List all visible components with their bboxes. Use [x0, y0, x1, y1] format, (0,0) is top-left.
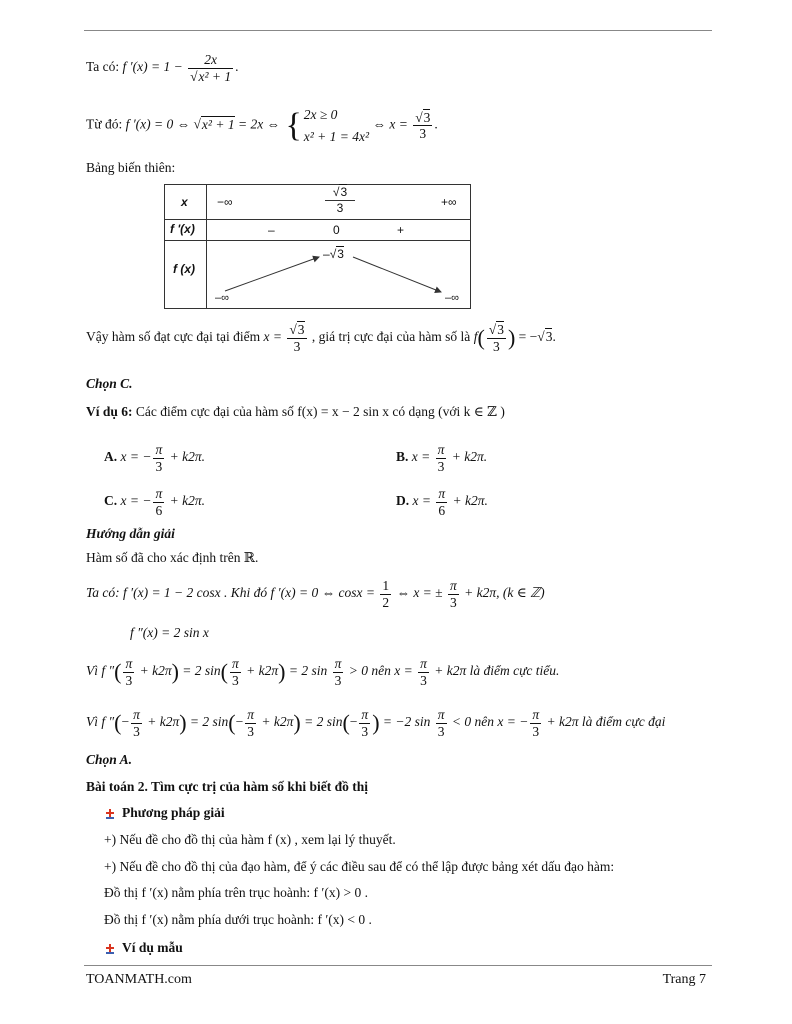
math: > 0 nên x = — [345, 663, 417, 679]
domain-line: Hàm số đã cho xác định trên ℝ. — [86, 550, 259, 565]
min-check-line: Vì f ″( $\frac{\pi}{3}$ + k2π) = 2 sin( $\frac{\pi}{3}$ + k2π) = 2 sin $\frac{\pi}{3}$ > 0 nên x = $\frac{\pi}{3}$ + k2π là điểm cực tiểu. — [86, 656, 560, 688]
math: = 2 sin — [285, 663, 331, 679]
math: + k2π — [242, 663, 279, 679]
example-6 — [86, 404, 505, 420]
system — [304, 104, 369, 147]
numerator: π — [438, 486, 446, 501]
math: Vì f ″ — [86, 663, 115, 679]
fraction — [448, 578, 459, 610]
radicand: 3 — [497, 322, 504, 337]
fraction — [153, 442, 164, 474]
numerator: π — [155, 442, 163, 457]
fraction — [153, 486, 164, 518]
method-point-3: Đồ thị f ′(x) nằm phía trên trục hoành: f ′(x) > 0 . — [104, 885, 368, 900]
denominator: 3 — [492, 338, 500, 354]
numerator: π — [247, 707, 255, 722]
table-minus: – — [268, 223, 275, 237]
math: + k2π là điểm cực tiểu. — [430, 663, 560, 679]
fraction — [436, 707, 447, 739]
text: , giá trị cực đại của hàm số là — [308, 329, 474, 345]
math: f ′(x) = 0 ⇔ — [125, 116, 194, 132]
fraction — [245, 707, 256, 739]
fraction — [333, 656, 344, 688]
fraction — [530, 707, 541, 739]
example-heading — [104, 940, 183, 956]
math: x = − — [117, 449, 152, 465]
numerator: π — [155, 486, 163, 501]
table-arrows — [165, 185, 470, 308]
math: − — [235, 714, 244, 730]
numerator: √3 — [488, 322, 504, 337]
table-max-value: –√3 — [323, 247, 344, 261]
radicand: 3 — [545, 329, 553, 345]
math: x = — [408, 449, 434, 465]
denominator: 3 — [155, 458, 163, 474]
math: f ′(x) = 1 − — [122, 59, 183, 75]
second-derivative-line: f ″(x) = 2 sin x — [130, 625, 209, 640]
math: = − — [515, 329, 538, 345]
math: = −2 sin — [379, 714, 434, 730]
solution-heading: Hướng dẫn giải — [86, 526, 175, 541]
period: . — [552, 329, 556, 345]
fraction — [436, 486, 447, 518]
denominator: 3 — [437, 458, 445, 474]
footer-rule — [84, 965, 712, 966]
denominator: 3 — [133, 723, 140, 739]
denominator: 3 — [419, 126, 427, 142]
math: ⇔ x = — [369, 116, 412, 132]
method-point-1: +) Nếu đề cho đồ thị của hàm f (x) , xem lại lý thuyết. — [104, 832, 396, 847]
denominator: 3 — [420, 672, 427, 688]
fraction — [188, 52, 233, 84]
math: x = − — [117, 493, 152, 509]
system-row: x² + 1 = 4x² — [303, 128, 370, 144]
table-critical-point: √3 3 — [325, 185, 355, 216]
math: x = — [263, 329, 286, 345]
table-x-label: x — [181, 195, 188, 209]
numerator: π — [532, 707, 540, 722]
text: Từ đó: — [86, 116, 126, 132]
pin-bullet-icon — [104, 808, 116, 820]
math: = 2x ⇔ — [234, 116, 284, 132]
example-label: Ví dụ 6: — [86, 404, 133, 419]
math: − — [349, 714, 358, 730]
example-text: Các điểm cực đại của hàm số f(x) = x − 2 sin x có dạng (với k ∈ ℤ ) — [132, 404, 505, 419]
period: . — [235, 59, 239, 75]
text: Ta có: — [86, 59, 123, 75]
radicand: 3 — [340, 185, 348, 199]
table-fprime-label: f '(x) — [170, 222, 195, 236]
footer-page-number: Trang 7 — [662, 972, 706, 987]
table-neg-inf: −∞ — [217, 195, 233, 209]
option-c — [104, 486, 205, 518]
option-label: C. — [104, 493, 118, 509]
first-derivative-line — [86, 578, 545, 610]
math: + k2π. — [166, 493, 205, 509]
math: + k2π — [136, 663, 172, 679]
numerator: π — [334, 656, 342, 671]
example-label: Ví dụ mẫu — [122, 940, 183, 955]
arrow-up — [225, 257, 319, 291]
bbt-label: Bảng biến thiên: — [86, 160, 176, 175]
radicand: 3 — [297, 322, 305, 337]
denominator: 3 — [247, 723, 254, 739]
method-point-2: +) Nếu đề cho đồ thị của đạo hàm, để ý các điều sau để có thể lập được bảng xét dấu đạo hàm: — [104, 859, 615, 874]
method-heading — [104, 805, 225, 821]
numerator: √3 — [415, 109, 431, 125]
period: . — [434, 116, 438, 132]
radicand: x² + 1 — [201, 116, 235, 132]
table-right-bottom: –∞ — [445, 292, 459, 304]
math: + k2π — [258, 714, 294, 730]
numerator: √3 — [289, 322, 305, 337]
left-brace: { — [285, 106, 302, 144]
numerator: 2x — [188, 52, 233, 69]
math: + k2π là điểm cực đại — [543, 714, 666, 730]
numerator: π — [437, 707, 445, 722]
math: Vì f ″ — [86, 714, 115, 730]
table-zero: 0 — [333, 223, 340, 237]
denominator: 3 — [293, 338, 301, 354]
radicand: 3 — [423, 109, 431, 125]
denominator: 3 — [232, 672, 239, 688]
numerator: π — [449, 578, 457, 593]
math: + k2π. — [449, 493, 488, 509]
max-check-line: Vì f ″(− $\frac{\pi}{3}$ + k2π) = 2 sin(− $\frac{\pi}{3}$ + k2π) = 2 sin(− $\frac{\pi}{3}$ ) = −2 sin $\frac{\pi}{3}$ < 0 nên x = − $\frac{\pi}{3}$ + k2π là điểm cực đại — [86, 707, 666, 739]
table-left-bottom: –∞ — [215, 292, 229, 304]
denominator: 3 — [125, 672, 133, 688]
problem-2-heading: Bài toán 2. Tìm cực trị của hàm số khi biết đồ thị — [86, 779, 368, 794]
method-point-4: Đồ thị f ′(x) nằm phía dưới trục hoành: f ′(x) < 0 . — [104, 912, 372, 927]
fraction — [418, 656, 429, 688]
denominator: 3 — [532, 723, 540, 739]
denominator: 3 — [334, 672, 342, 688]
math: = 2 sin — [178, 663, 221, 679]
math: − — [121, 714, 130, 730]
derivative-line — [86, 52, 239, 84]
option-b — [396, 442, 487, 474]
denominator: 2 — [382, 594, 390, 610]
math: = 2 sin — [300, 714, 343, 730]
conclusion-line: Vậy hàm số đạt cực đại tại điểm x = $\frac{√3}{3}$ , giá trị cực đại của hàm số là f( $\frac{√3}{3}$ ) = −√3. — [86, 322, 556, 354]
solve-line: Từ đó: f ′(x) = 0 ⇔ √x² + 1 = 2x ⇔ { 2x ≥ 0 x² + 1 = 4x² ⇔ x = $\frac{√3}{3}$ . — [86, 104, 438, 147]
fraction — [436, 442, 447, 474]
numerator: π — [420, 656, 427, 671]
math: Ta có: f ′(x) = 1 − 2 cosx . Khi đó f ′(x) = 0 ⇔ cosx = — [86, 585, 379, 601]
numerator: π — [133, 707, 140, 722]
denominator: 3 — [336, 201, 344, 215]
math: x = — [409, 493, 435, 509]
text: Vậy hàm số đạt cực đại tại điểm — [86, 329, 264, 345]
answer-c: Chọn C. — [86, 376, 133, 391]
header-rule — [84, 30, 712, 31]
denominator: 3 — [361, 723, 369, 739]
table-pos-inf: +∞ — [441, 195, 457, 209]
footer-site: TOANMATH.com — [86, 972, 192, 987]
option-label: D. — [396, 493, 410, 509]
option-d — [396, 486, 488, 518]
option-label: B. — [396, 449, 409, 465]
table-f-label: f (x) — [173, 262, 195, 276]
radicand: 3 — [337, 247, 344, 261]
pin-bullet-icon — [104, 943, 116, 955]
denominator: 6 — [438, 502, 446, 518]
minus-sign: – — [323, 247, 330, 261]
radicand: x² + 1 — [198, 68, 232, 84]
denominator: 3 — [449, 594, 457, 610]
math: + k2π. — [166, 449, 205, 465]
table-plus: + — [397, 223, 405, 237]
numerator: π — [437, 442, 445, 457]
method-label: Phương pháp giải — [122, 805, 225, 820]
fraction — [413, 110, 432, 142]
fraction — [487, 322, 506, 354]
math: + k2π — [143, 714, 180, 730]
numerator: π — [125, 656, 133, 671]
option-label: A. — [104, 449, 118, 465]
option-a — [104, 442, 205, 474]
math: = 2 sin — [186, 714, 229, 730]
fraction — [380, 578, 391, 610]
denominator: 3 — [437, 723, 445, 739]
fraction — [287, 322, 306, 354]
fraction — [123, 656, 134, 688]
system-row: 2x ≥ 0 — [303, 107, 338, 122]
variation-table — [164, 184, 471, 309]
denominator: √x² + 1 — [190, 68, 232, 84]
math: f — [473, 329, 478, 345]
math: + k2π, (k ∈ ℤ) — [460, 585, 545, 601]
arrow-down — [353, 257, 441, 292]
fraction — [230, 656, 241, 688]
fraction — [131, 707, 142, 739]
numerator: π — [232, 656, 239, 671]
numerator: π — [361, 707, 369, 722]
answer-a: Chọn A. — [86, 752, 133, 767]
math: + k2π. — [448, 449, 488, 465]
denominator: 6 — [155, 502, 163, 518]
math: < 0 nên x = − — [448, 714, 529, 730]
fraction — [359, 707, 370, 739]
math: ⇔ x = ± — [393, 585, 446, 601]
numerator: 1 — [382, 578, 390, 593]
